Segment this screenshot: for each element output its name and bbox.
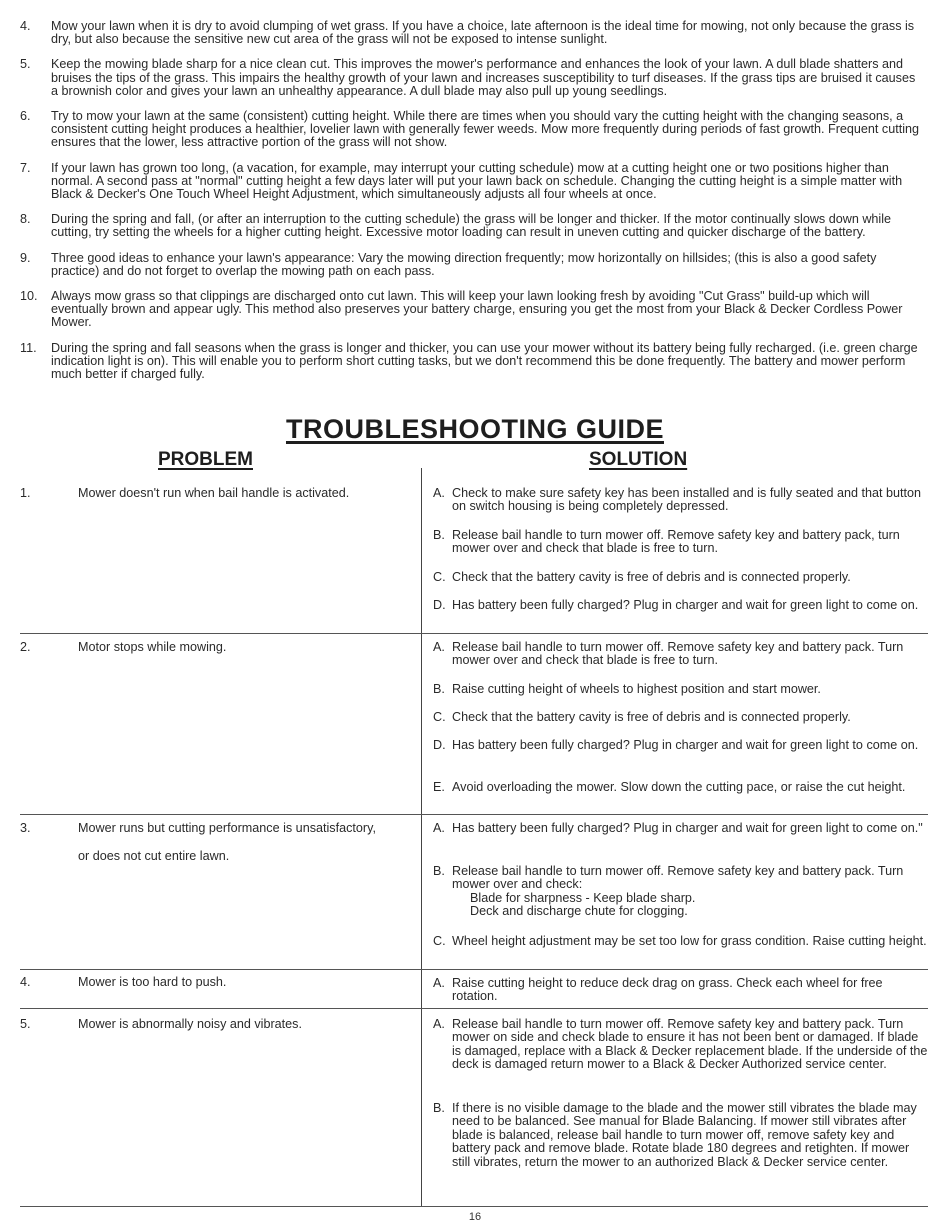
solution-item: B. Release bail handle to turn mower off. Remove safety key and battery pack. Turn mower over and check: Blade for sharpness - Keep blade sharp. Deck and discharge chute for clogging. <box>433 864 904 919</box>
solution-item: D. Has battery been fully charged? Plug in charger and wait for green light to come on. <box>433 738 919 752</box>
troubleshooting-title: TROUBLESHOOTING GUIDE <box>285 414 664 444</box>
solution-item: C. Check that the battery cavity is free of debris and is connected properly. <box>433 710 851 724</box>
solution-item: A. Check to make sure safety key has been installed and is fully seated and that button on switch housing is being completely depressed. <box>433 486 922 514</box>
tip-item: 9. Three good ideas to enhance your lawn's appearance: Vary the mowing direction frequently; mow horizontally on hillsides; (this is also a good safety practice) and do not forget to overlap the mowing path on each pass. <box>20 250 877 278</box>
row-divider <box>20 969 928 970</box>
solution-item: A. Raise cutting height to reduce deck drag on grass. Check each wheel for free rotation. <box>433 976 883 1004</box>
tip-item: 11. During the spring and fall seasons when the grass is longer and thicker, you can use your mower without its battery being fully recharged. (i.e. green charge indication light is on). This will enable you to perform short cutting tasks, but we don't recommend this be done frequently. The battery and mower perform much better if charged fully. <box>20 340 918 382</box>
problem-column-header: PROBLEM <box>158 449 253 470</box>
tip-item: 6. Try to mow your lawn at the same (consistent) cutting height. While there are times when you should vary the cutting height with the changing seasons, a consistent cutting height produces a healthier, lovelier lawn with generally fewer weeds. Mow more frequently during periods of fast growth. Frequent cutting ensures that the lower, less attractive portion of the grass will not show. <box>20 109 920 150</box>
tip-item: 8. During the spring and fall, (or after an interruption to the cutting schedule) the grass will be longer and thicker. If the motor continually slows down while cutting, try setting the wheels for a higher cutting height. Excessive motor loading can result in uneven cutting and quicker discharge of the battery. <box>20 212 892 240</box>
solution-item: C. Check that the battery cavity is free of debris and is connected properly. <box>433 570 851 584</box>
solution-item: E. Avoid overloading the mower. Slow down the cutting pace, or raise the cut height. <box>433 780 906 794</box>
solution-item: B. If there is no visible damage to the blade and the mower still vibrates the blade may need to be balanced. See manual for Blade Balancing. If mower still vibrates after blade is balanced, release bail handle to turn mower off, remove safety key and battery pack and remove blade. Rotate blade 180 degrees and retighten. If mower still vibrates, return the mower to an authorized Black & Decker service center. <box>433 1101 917 1169</box>
tip-item: 7. If your lawn has grown too long, (a vacation, for example, may interrupt your cutting schedule) mow at a cutting height one or two positions higher than normal. A second pass at "normal" cutting height a few days later will put your lawn back on schedule. Changing the cutting height is a simple matter with Black & Decker's One Touch Wheel Height Adjustment, which simultaneously adjusts all four wheels at once. <box>20 160 903 202</box>
solution-item: C. Wheel height adjustment may be set too low for grass condition. Raise cutting height. <box>433 934 927 948</box>
solution-item: D. Has battery been fully charged? Plug in charger and wait for green light to come on. <box>433 598 919 612</box>
sub-check-item: Deck and discharge chute for clogging. <box>470 904 688 919</box>
page-number: 16 <box>468 1211 482 1223</box>
sub-check-item: Blade for sharpness - Keep blade sharp. <box>470 890 696 905</box>
solution-item: A. Release bail handle to turn mower off. Remove safety key and battery pack. Turn mower over and check that blade is free to turn. <box>433 640 904 668</box>
table-bottom-rule <box>20 1206 928 1207</box>
row-divider <box>20 814 928 815</box>
solution-item: A. Has battery been fully charged? Plug in charger and wait for green light to come on." <box>433 821 923 835</box>
row-divider <box>20 1008 928 1009</box>
solution-item: B. Raise cutting height of wheels to highest position and start mower. <box>433 682 821 696</box>
tip-item: 4. Mow your lawn when it is dry to avoid clumping of wet grass. If you have a choice, late afternoon is the ideal time for mowing, not only because the grass is dry, but also because the sensitive new cut area of the grass will not be exposed to intense sunlight. <box>20 19 915 47</box>
solution-column-header: SOLUTION <box>589 449 688 470</box>
column-divider <box>421 468 422 1206</box>
solution-item: B. Release bail handle to turn mower off. Remove safety key and battery pack, turn mower over and check that blade is free to turn. <box>433 528 900 556</box>
tip-item: 5. Keep the mowing blade sharp for a nice clean cut. This improves the mower's performance and enhances the look of your lawn. A dull blade shatters and bruises the tips of the grass. This impairs the healthy growth of your lawn and increases susceptibility to turf diseases. If the grass tips are bruised it causes a brownish color and gives your lawn an unhealthy appearance. A dull blade may also pull up young seedlings. <box>20 57 916 98</box>
solution-item: A. Release bail handle to turn mower off. Remove safety key and battery pack. Turn mower on side and check blade to ensure it has not been bent or damaged. If blade is damaged, replace with a Black & Decker replacement blade. If the underside of the deck is damaged return mower to a Black & Decker Authorized service center. <box>433 1017 928 1072</box>
tip-item: 10. Always mow grass so that clippings are discharged onto cut lawn. This will keep your lawn looking fresh by avoiding "Cut Grass" build-up which will eventually brown and appear ugly. This method also preserves your battery charge, ensuring you get the most from your Black & Decker Cordless Power Mower. <box>20 289 903 330</box>
mowing-tips-list <box>20 20 925 393</box>
row-divider <box>20 633 928 634</box>
